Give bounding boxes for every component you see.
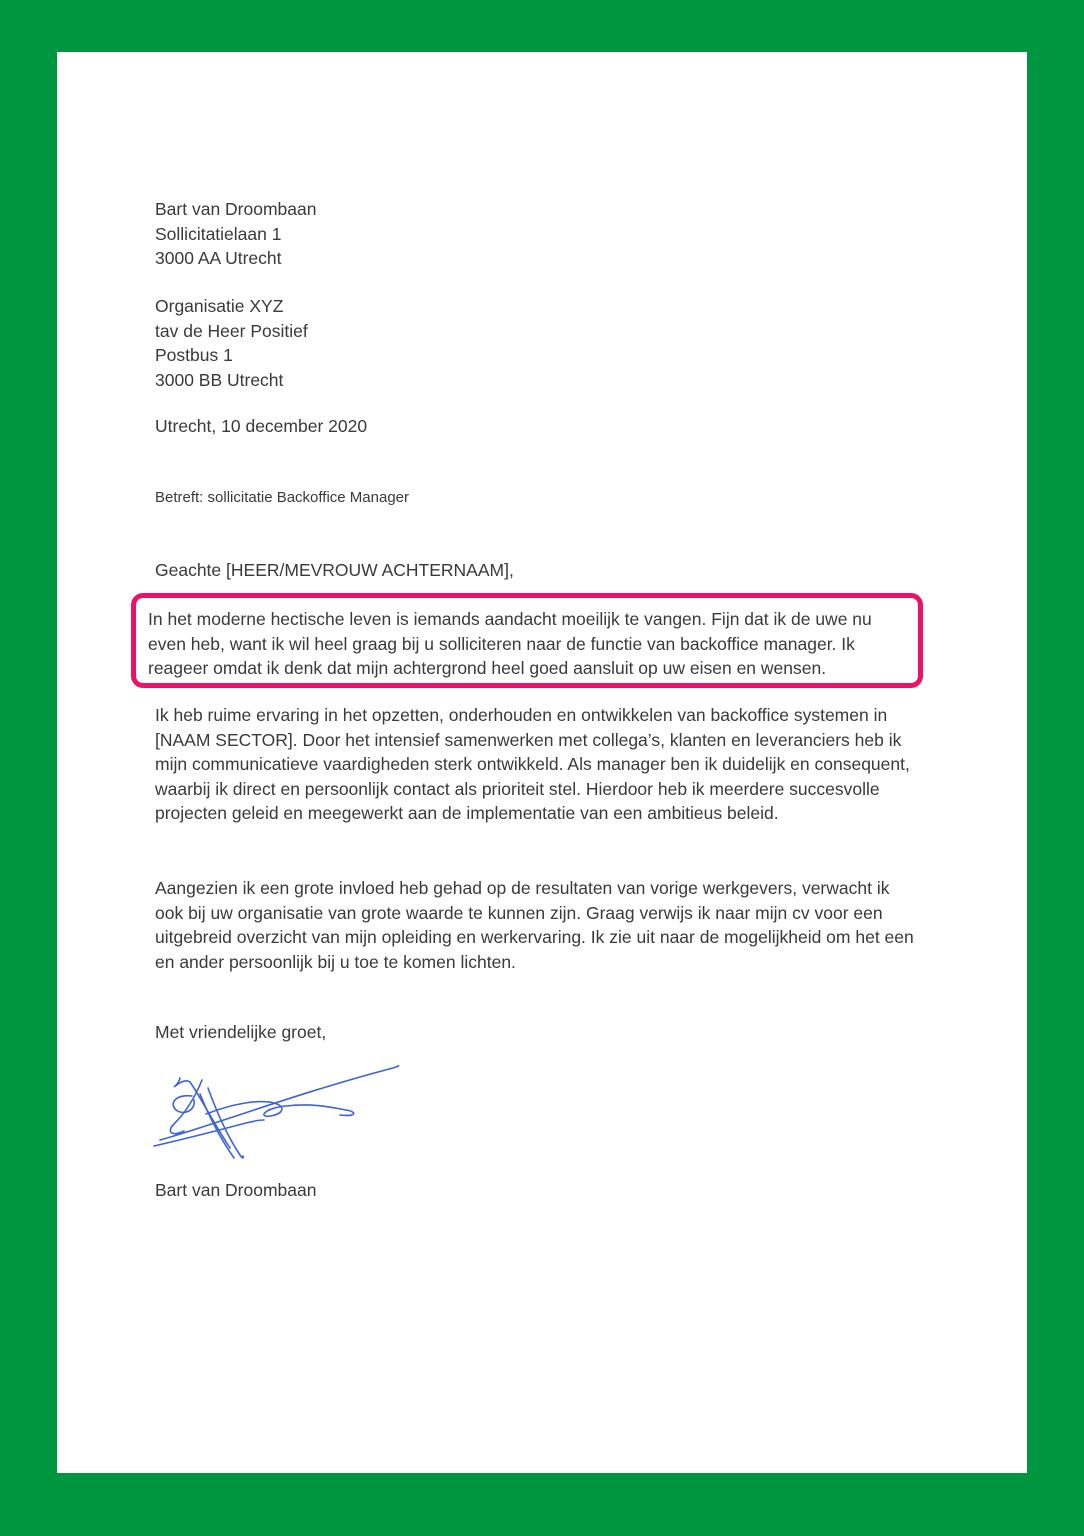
signature-scribble xyxy=(150,1052,416,1164)
sender-city: 3000 AA Utrecht xyxy=(155,248,282,268)
recipient-postbox: Postbus 1 xyxy=(155,345,233,365)
signature-name: Bart van Droombaan xyxy=(155,1180,317,1200)
sender-name: Bart van Droombaan xyxy=(155,199,317,219)
body-paragraph-results: Aangezien ik een grote invloed heb gehad op de resultaten van vorige werkgevers, verwacht ik ook bij uw organisatie van grote waarde te kunnen zijn. Graag verwijs ik naar mijn cv voor een uitgebreid overzicht van mijn opleiding en werkervaring. Ik zie uit naar de mogelijkheid om het een en ander persoonlijk bij u toe te komen lichten. xyxy=(155,878,914,972)
sender-address-block xyxy=(155,197,316,271)
salutation: Geachte [HEER/MEVROUW ACHTERNAAM], xyxy=(155,560,514,580)
date-line: Utrecht, 10 december 2020 xyxy=(155,416,368,436)
closing-line: Met vriendelijke groet, xyxy=(155,1022,327,1042)
highlighted-opening-paragraph-box xyxy=(131,593,923,688)
subject-line: Betreft: sollicitatie Backoffice Manager xyxy=(155,489,410,506)
sender-street: Sollicitatielaan 1 xyxy=(155,223,282,244)
recipient-attention: tav de Heer Positief xyxy=(155,320,308,341)
letter-page xyxy=(57,52,1027,1473)
recipient-address-block xyxy=(155,294,308,392)
body-paragraph-experience: Ik heb ruime ervaring in het opzetten, onderhouden en ontwikkelen van backoffice systemen in [NAAM SECTOR]. Door het intensief samenwerken met collega’s, klanten en leveranciers heb ik mijn communicatieve vaardigheden sterk ontwikkeld. Als manager ben ik duidelijk en consequent, waarbij ik direct en persoonlijk contact als prioriteit stel. Hierdoor heb ik meerdere succesvolle projecten geleid en meegewerkt aan de implementatie van een ambitieus beleid. xyxy=(155,705,910,823)
opening-paragraph: In het moderne hectische leven is iemands aandacht moeilijk te vangen. Fijn dat ik de uwe nu even heb, want ik wil heel graag bij u solliciteren naar de functie van backoffice manager. Ik reageer omdat ik denk dat mijn achtergrond heel goed aansluit op uw eisen en wensen. xyxy=(148,609,872,678)
recipient-organization: Organisatie XYZ xyxy=(155,296,284,316)
recipient-city: 3000 BB Utrecht xyxy=(155,369,284,390)
